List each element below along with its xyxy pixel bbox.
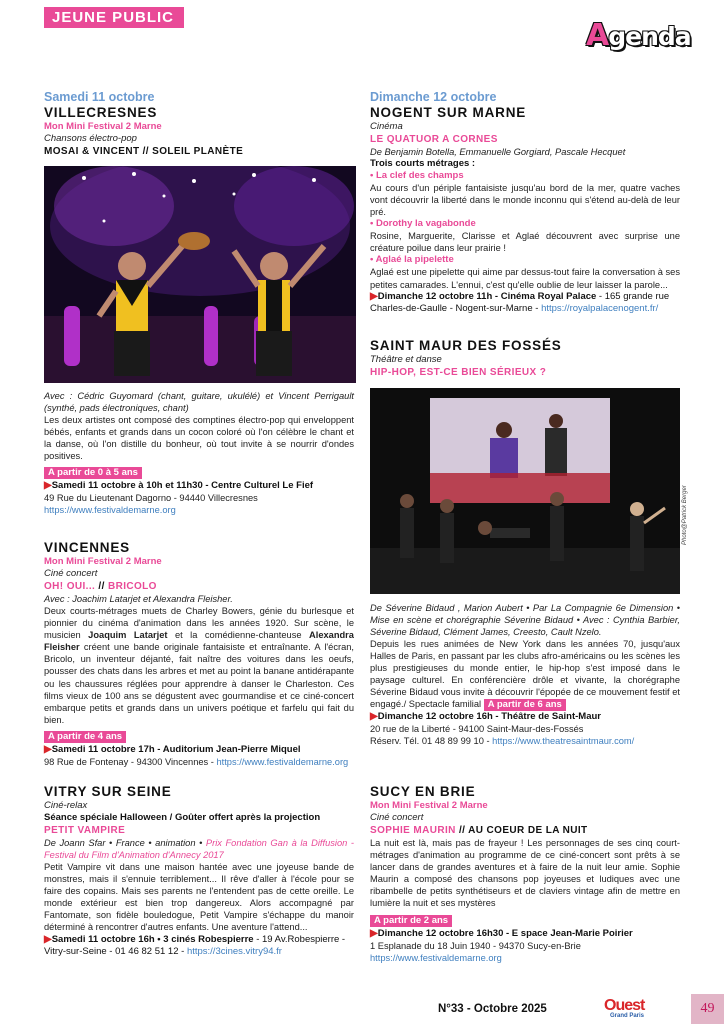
event-description: Depuis les rues animées de New York dans les années 70, jusqu'aux Halles de Paris, en passant par les clubs afro-américains ou les scènes les plus prestigieuses du monde entier, le hip-hop s'est imposé dans le paysage culturel. En conférencière drôle et vivante, la chorégraphe Séverine Bidaud vous invite à découvrir l'épopée de ce mouvement festif et engagé./ Spectacle familial A partir de 6 ans — [370, 639, 680, 711]
event-address: 1 Esplanade du 18 Juin 1940 - 94370 Sucy-en-Brie — [370, 940, 581, 951]
event-session: ▶Dimanche 12 octobre 16h30 - E space Jean-Marie Poirier — [370, 927, 633, 939]
event-genre: Cinéma — [370, 121, 403, 132]
event-credit: Avec : Cédric Guyomard (chant, guitare, ukulélé) et Vincent Perrigault (synthé, pads électroniques, chant) — [44, 391, 354, 413]
event-photo-hip-hop — [370, 388, 680, 594]
event-description: La nuit est là, mais pas de frayeur ! Les personnages de ses cinq court-métrages d'animation au programme de ce ciné-concert sont prêts à se lancer dans de grandes aventures et à faire de la nuit leur amie. Sophie Maurin a composé des chansons pop joyeuses et ludiques avec une ribambelle de petits synthétiseurs et de claviers vintage afin de mettre en lumière la nuit et ses mystères — [370, 838, 680, 909]
event-city: VINCENNES — [44, 540, 130, 555]
short-film-title: • La clef des champs — [370, 170, 464, 181]
event-saint-maur-details — [370, 602, 680, 747]
event-villecresnes-details — [44, 390, 354, 516]
event-link[interactable]: https://3cines.vitry94.fr — [186, 945, 282, 957]
event-credit: Avec : Joachim Latarjet et Alexandra Fleisher. — [44, 594, 233, 604]
agenda-logo: Agenda — [586, 18, 691, 53]
short-film-description: Rosine, Marguerite, Clarisse et Aglaé découvrent avec surprise une créature poilue dans leur prairie ! — [370, 231, 680, 254]
event-reservation: Réserv. Tél. 01 48 89 99 10 - https://www.theatresaintmaur.com/ — [370, 736, 635, 747]
event-title: OH! OUI... // BRICOLO — [44, 581, 157, 592]
event-title: MOSAI & VINCENT // SOLEIL PLANÈTE — [44, 146, 244, 157]
event-credit: De Benjamin Botella, Emmanuelle Gorgiard, Pascale Hecquet — [370, 147, 626, 157]
event-session: ▶Samedi 11 octobre 17h - Auditorium Jean-Pierre Miquel — [44, 743, 301, 755]
event-city: SAINT MAUR DES FOSSÉS — [370, 338, 562, 353]
event-genre: Théâtre et danse — [370, 354, 442, 365]
event-address: 20 rue de la Liberté - 94100 Saint-Maur-des-Fossés — [370, 724, 584, 735]
event-sucy — [370, 784, 680, 964]
event-city: VITRY SUR SEINE — [44, 784, 172, 799]
event-link[interactable]: https://www.theatresaintmaur.com/ — [492, 736, 635, 747]
event-genre: Ciné concert — [370, 812, 424, 823]
event-genre: Ciné-relax — [44, 800, 88, 811]
event-address: 49 Rue du Lieutenant Dagorno - 94440 Villecresnes — [44, 493, 258, 504]
page-number: 49 — [691, 994, 724, 1024]
event-description: Les deux artistes ont composé des comptines électro-pop qui enveloppent bébés, enfants et grands dans un cocon coloré où l'on célèbre le chant et la danse, où l'on distille du bonheur, où tout invite à se nourrir d'ondes positives. — [44, 415, 354, 462]
event-title: LE QUATUOR A CORNES — [370, 134, 498, 145]
event-title: PETIT VAMPIRE — [44, 825, 126, 836]
event-title: SOPHIE MAURIN // AU COEUR DE LA NUIT — [370, 825, 588, 836]
event-session: ▶Dimanche 12 octobre 11h - Cinéma Royal Palace - 165 grande rue Charles-de-Gaulle - Nogent-sur-Marne - https://royalpalacenogent.fr/ — [370, 290, 670, 314]
event-session: ▶Samedi 11 octobre 16h • 3 cinés Robespierre - 19 Av.Robespierre - Vitry-sur-Seine - 01 46 82 51 12 - https://3cines.vitry94.fr — [44, 933, 346, 957]
section-tag: JEUNE PUBLIC — [44, 7, 184, 28]
event-link[interactable]: https://www.festivaldemarne.org — [44, 505, 176, 516]
event-city: SUCY EN BRIE — [370, 784, 476, 799]
age-badge: A partir de 6 ans — [484, 699, 566, 711]
age-badge: A partir de 4 ans — [44, 731, 126, 743]
event-session: ▶Dimanche 12 octobre 16h - Théâtre de Saint-Maur — [370, 711, 602, 723]
event-description: Petit Vampire vit dans une maison hantée avec une joyeuse bande de monstres, mais il s'ennuie terriblement... Il rêve d'aller à l'école pour se faire des copains. Mais ses parents ne l'entendent pas de cette oreille. Le monde extérieur est bien trop dangereux. Alors accompagné par Fantomate, son fidèle bouledogue, Petit Vampire s'échappe du manoir déterminé à rencontrer d'autres enfants. Une aventure l'attend... — [44, 862, 354, 933]
event-city: NOGENT SUR MARNE — [370, 105, 527, 120]
short-film-title: • Dorothy la vagabonde — [370, 218, 476, 230]
age-badge: A partir de 0 à 5 ans — [44, 467, 142, 479]
event-city: VILLECRESNES — [44, 105, 158, 120]
event-villecresnes — [44, 90, 354, 158]
event-vincennes — [44, 540, 354, 768]
age-badge: A partir de 2 ans — [370, 915, 452, 927]
event-genre: Chansons électro-pop — [44, 133, 137, 144]
event-saint-maur — [370, 338, 680, 379]
event-date: Samedi 11 octobre — [44, 90, 155, 104]
event-description: Deux courts-métrages muets de Charley Bowers, génie du burlesque et pionnier du cinéma d'animation dans les années 1920. Sur scène, le musicien Joaquim Latarjet et la comédienne-chanteuse Alexandra Fleisher créent une bande originale fantaisiste et entraînante. A l'écran, Bricolo, un inventeur déjanté, fait naître des voitures dans les oeufs, pousser des chats dans les arbres et met au point la banane antidérapante ou les chaussures réglées pour apprendre à danser le Charleston. Ces films vieux de 100 ans se dégustent avec gourmandise et ce ciné-concert embarque petits et grands dans un univers poétique et farfelu qui fait du bien. — [44, 606, 354, 725]
short-film-description: Aglaé est une pipelette qui aime par dessus-tout faire la conversation à ses petites camarades. L'ennui, c'est qu'elle oublie de leur laisser la parole... — [370, 267, 680, 290]
short-film-title: • Aglaé la pipelette — [370, 254, 454, 266]
event-link[interactable]: https://royalpalacenogent.fr/ — [541, 302, 659, 314]
event-subhead: Trois courts métrages : — [370, 158, 476, 169]
event-genre: Ciné concert — [44, 568, 98, 579]
event-subhead: Séance spéciale Halloween / Goûter offert après la projection — [44, 812, 321, 823]
short-film-description: Au cours d'un périple fantaisiste jusqu'au bord de la mer, quatre vaches vont découvrir la liberté dans le monde inconnu qui s'étend au-delà de leur pré. — [370, 183, 680, 218]
festival-label: Mon Mini Festival 2 Marne — [370, 800, 488, 811]
festival-label: Mon Mini Festival 2 Marne — [44, 556, 162, 567]
event-photo-mosai-vincent — [44, 166, 356, 383]
event-credit: De Joann Sfar • France • animation • Prix Fondation Gan à la Diffusion - Festival du Film d'Animation d'Annecy 2017 — [44, 838, 354, 860]
issue-number: N°33 - Octobre 2025 — [438, 1003, 547, 1015]
event-credit: De Séverine Bidaud , Marion Aubert • Par La Compagnie 6e Dimension • Mise en scène et chorégraphie Séverine Bidaud • Avec : Cynthia Barbier, Séverine Bidaud, Clément James, Creesto, Cault Nzelo. — [370, 603, 680, 637]
event-address: 98 Rue de Fontenay - 94300 Vincennes - https://www.festivaldemarne.org — [44, 756, 349, 767]
event-title: HIP-HOP, EST-CE BIEN SÉRIEUX ? — [370, 367, 547, 378]
event-link[interactable]: https://www.festivaldemarne.org — [370, 952, 502, 963]
event-nogent — [370, 90, 680, 315]
festival-label: Mon Mini Festival 2 Marne — [44, 121, 162, 132]
photo-credit: Photo@Patrick Berger — [682, 485, 688, 545]
event-vitry — [44, 784, 354, 958]
event-session: ▶Samedi 11 octobre à 10h et 11h30 - Centre Culturel Le Fief — [44, 480, 314, 492]
magazine-logo: Ouest Grand Paris — [604, 997, 645, 1019]
event-date: Dimanche 12 octobre — [370, 90, 497, 104]
event-link[interactable]: https://www.festivaldemarne.org — [216, 756, 349, 767]
